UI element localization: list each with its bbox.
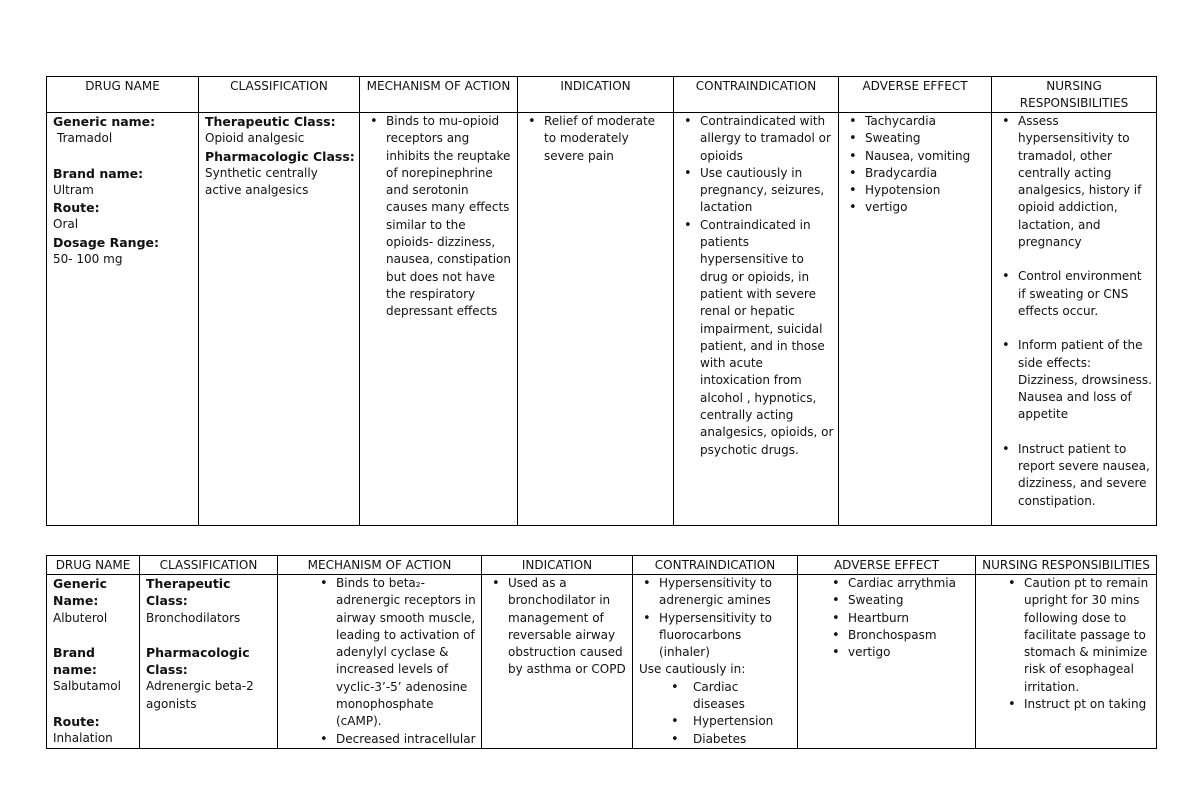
list-item: • Bradycardia — [865, 165, 987, 182]
caution-label: Use cautiously in: — [639, 662, 746, 677]
header-adverse-effect: ADVERSE EFFECT — [798, 556, 976, 575]
header-adverse-effect: ADVERSE EFFECT — [839, 77, 992, 113]
list-item: • Heartburn — [848, 610, 971, 627]
therapeutic-class-label: Therapeutic Class: — [146, 576, 231, 609]
mechanism-cell — [278, 575, 482, 749]
generic-name-label: Generic Name: — [53, 576, 107, 609]
list-item: • Tachycardia — [865, 113, 987, 130]
classification-cell — [199, 113, 360, 526]
list-item: • Sweating — [865, 130, 987, 147]
list-item: • Decreased intracellular — [336, 731, 477, 748]
therapeutic-class-value: Opioid analgesic — [205, 131, 305, 146]
header-classification: CLASSIFICATION — [140, 556, 278, 575]
list-item: • Hypotension — [865, 182, 987, 199]
dosage-value: 50- 100 mg — [53, 252, 123, 267]
table-header-row — [47, 77, 1157, 113]
header-nursing: NURSING RESPONSIBILITIES — [976, 556, 1157, 575]
classification-cell — [140, 575, 278, 749]
list-item: • vertigo — [848, 644, 971, 661]
table-header-row — [47, 556, 1157, 575]
header-classification: CLASSIFICATION — [199, 77, 360, 113]
list-item: • Contraindicated with allergy to tramadol or opioids — [700, 113, 834, 165]
table-row — [47, 575, 1157, 749]
drug-name-cell — [47, 113, 199, 526]
therapeutic-class-value: Bronchodilators — [146, 610, 241, 625]
list-item: • Bronchospasm — [848, 627, 971, 644]
list-item: • Binds to beta₂-adrenergic receptors in airway smooth muscle, leading to activation of adenylyl cyclase & increased levels of vyclic-3’-5’ adenosine monophosphate (cAMP). — [336, 575, 477, 731]
brand-name-label: Brand name: — [53, 644, 97, 678]
list-item: • Assess hypersensitivity to tramadol, other centrally acting analgesics, history if opioid addiction, lactation, and pregnancy — [1018, 113, 1152, 251]
nursing-cell — [976, 575, 1157, 749]
albuterol-drug-table — [46, 555, 1157, 749]
generic-name-label: Generic name: — [53, 114, 156, 129]
pharmacologic-class-value: Synthetic centrally active analgesics — [205, 165, 318, 198]
list-item: • Control environment if sweating or CNS effects occur. — [1018, 268, 1152, 320]
header-indication: INDICATION — [518, 77, 674, 113]
brand-name-value: Salbutamol — [53, 679, 121, 694]
header-mechanism: MECHANISM OF ACTION — [278, 556, 482, 575]
route-label: Route: — [53, 713, 100, 729]
list-item: • Nausea, vomiting — [865, 148, 987, 165]
route-label: Route: — [53, 200, 100, 216]
route-value: Inhalation — [53, 731, 113, 746]
generic-name-value: Albuterol — [53, 610, 108, 625]
list-item: • Instruct patient to report severe nausea, dizziness, and severe constipation. — [1018, 441, 1152, 510]
header-indication: INDICATION — [482, 556, 633, 575]
indication-cell — [482, 575, 633, 749]
list-item: • Diabetes — [693, 731, 793, 748]
drug-name-cell — [47, 575, 140, 749]
tramadol-drug-table — [46, 76, 1157, 526]
header-drug-name: DRUG NAME — [47, 556, 140, 575]
list-item: • Binds to mu-opioid receptors ang inhibits the reuptake of norepinephrine and serotonin causes many effects similar to the opioids- dizziness, nausea, constipation but does not have the respiratory depressant effects — [386, 113, 513, 321]
list-item: • Hypersensitivity to adrenergic amines — [659, 575, 793, 610]
pharmacologic-class-label: Pharmacologic Class: — [146, 644, 250, 678]
header-contraindication: CONTRAINDICATION — [633, 556, 798, 575]
list-item: • Sweating — [848, 592, 971, 609]
header-drug-name: DRUG NAME — [47, 77, 199, 113]
list-item: • vertigo — [865, 199, 987, 216]
adverse-effect-cell — [798, 575, 976, 749]
contraindication-cell — [633, 575, 798, 749]
list-item: • Cardiac diseases — [693, 679, 793, 714]
list-item: • Relief of moderate to moderately severe pain — [544, 113, 669, 165]
adverse-effect-cell — [839, 113, 992, 526]
indication-cell — [518, 113, 674, 526]
pharmacologic-class-label: Pharmacologic Class: — [205, 148, 355, 164]
nursing-cell — [992, 113, 1157, 526]
list-item: • Inform patient of the side effects: Dizziness, drowsiness. Nausea and loss of appetite — [1018, 337, 1152, 423]
mechanism-cell — [360, 113, 518, 526]
list-item: • Instruct pt on taking — [1024, 696, 1152, 713]
list-item: • Contraindicated in patients hypersensitive to drug or opioids, in patient with severe renal or hepatic impairment, suicidal patient, and in those with acute intoxication from alcohol , hypnotics, centrally acting analgesics, opioids, or psychotic drugs. — [700, 217, 834, 459]
header-nursing: NURSING RESPONSIBILITIES — [992, 77, 1157, 113]
therapeutic-class-label: Therapeutic Class: — [205, 114, 336, 129]
list-item: • Used as a bronchodilator in management of reversable airway obstruction caused by asthma or COPD — [508, 575, 628, 679]
brand-name-label: Brand name: — [53, 165, 144, 181]
generic-name-value: Tramadol — [57, 131, 113, 146]
dosage-label: Dosage Range: — [53, 234, 159, 250]
list-item: • Caution pt to remain upright for 30 mins following dose to facilitate passage to stomach & minimize risk of esophageal irritation. — [1024, 575, 1152, 696]
header-contraindication: CONTRAINDICATION — [674, 77, 839, 113]
route-value: Oral — [53, 217, 79, 232]
list-item: • Hypersensitivity to fluorocarbons (inhaler) — [659, 610, 793, 662]
list-item: • Hypertension — [693, 713, 793, 730]
brand-name-value: Ultram — [53, 182, 94, 197]
header-mechanism: MECHANISM OF ACTION — [360, 77, 518, 113]
contraindication-cell — [674, 113, 839, 526]
pharmacologic-class-value: Adrenergic beta-2 agonists — [146, 679, 254, 711]
table-row — [47, 113, 1157, 526]
list-item: • Cardiac arrythmia — [848, 575, 971, 592]
list-item: • Use cautiously in pregnancy, seizures, lactation — [700, 165, 834, 217]
